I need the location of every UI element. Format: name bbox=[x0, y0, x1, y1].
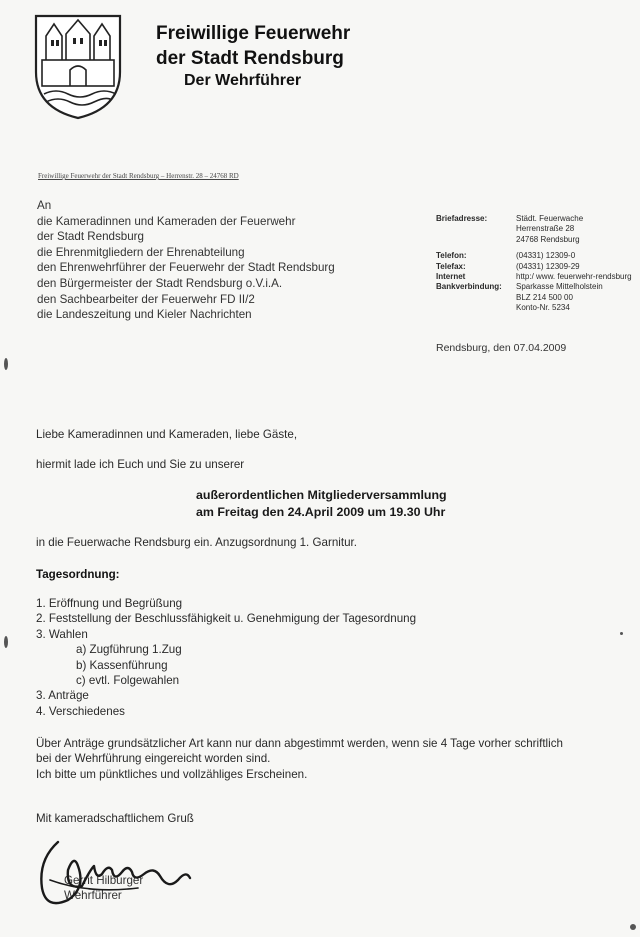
closing-greeting: Mit kameradschaftlichem Gruß bbox=[36, 812, 194, 825]
agenda-item: 4. Verschiedenes bbox=[36, 704, 125, 718]
phone-value: (04331) 12309-0 bbox=[516, 251, 576, 261]
fax-value: (04331) 12309-29 bbox=[516, 261, 580, 271]
contact-info-block bbox=[436, 214, 632, 314]
recipient-line: der Stadt Rendsburg bbox=[37, 230, 144, 244]
bank-line: BLZ 214 500 00 bbox=[516, 292, 573, 302]
intro-text: hiermit lade ich Euch und Sie zu unserer bbox=[36, 458, 245, 471]
agenda-item: 3. Wahlen bbox=[36, 627, 88, 641]
notice-block bbox=[36, 736, 563, 782]
agenda-title: Tagesordnung: bbox=[36, 568, 120, 581]
bank-line: Konto-Nr. 5234 bbox=[516, 303, 570, 313]
agenda-subitem: b) Kassenführung bbox=[76, 658, 168, 672]
location-line: in die Feuerwache Rendsburg ein. Anzugsordnung 1. Garnitur. bbox=[36, 536, 357, 549]
recipient-line: den Bürgermeister der Stadt Rendsburg o.V.i.A. bbox=[37, 276, 283, 290]
address-label: Briefadresse: bbox=[436, 214, 488, 223]
letterhead-title: Freiwillige Feuerwehr bbox=[156, 23, 351, 44]
agenda-item: 1. Eröffnung und Begrüßung bbox=[36, 597, 183, 610]
salutation: Liebe Kameradinnen und Kameraden, liebe Gäste, bbox=[36, 428, 298, 441]
scan-mark bbox=[4, 636, 8, 648]
recipient-line: den Ehrenwehrführer der Feuerwehr der Stadt Rendsburg bbox=[37, 261, 335, 275]
notice-line: Ich bitte um pünktliches und vollzähliges Erscheinen. bbox=[36, 767, 308, 781]
signer-name: Gerrit Hilburger bbox=[64, 874, 144, 887]
event-date: am Freitag den 24.April 2009 um 19.30 Uhr bbox=[196, 505, 446, 519]
letterhead-role: Der Wehrführer bbox=[184, 72, 302, 89]
bank-line: Sparkasse Mittelholstein bbox=[516, 282, 603, 292]
recipient-line: die Kameradinnen und Kameraden der Feuerwehr bbox=[37, 214, 296, 228]
bank-label: Bankverbindung: bbox=[436, 282, 502, 292]
event-title: außerordentlichen Mitgliederversammlung bbox=[196, 488, 447, 502]
notice-line: Über Anträge grundsätzlicher Art kann nur dann abgestimmt werden, wenn sie 4 Tage vorher schriftlich bbox=[36, 737, 563, 750]
agenda-subitem: a) Zugführung 1.Zug bbox=[76, 643, 182, 657]
address-line: Städt. Feuerwache bbox=[516, 214, 584, 223]
agenda-item: 3. Anträge bbox=[36, 689, 89, 703]
scan-mark bbox=[630, 924, 636, 930]
date-line: Rendsburg, den 07.04.2009 bbox=[436, 342, 567, 354]
letterhead-subtitle: der Stadt Rendsburg bbox=[156, 48, 344, 69]
agenda-list bbox=[36, 596, 416, 719]
sender-return-address: Freiwillige Feuerwehr der Stadt Rendsburg – Herrenstr. 28 – 24768 RD bbox=[38, 172, 239, 180]
address-line: Herrenstraße 28 bbox=[516, 224, 575, 234]
recipient-line: die Landeszeitung und Kieler Nachrichten bbox=[37, 308, 252, 322]
recipient-line: den Sachbearbeiter der Feuerwehr FD II/2 bbox=[37, 292, 255, 306]
web-label: Internet bbox=[436, 272, 466, 282]
scan-mark bbox=[620, 632, 623, 635]
recipient-line: die Ehrenmitgliedern der Ehrenabteilung bbox=[37, 245, 245, 259]
fax-label: Telefax: bbox=[436, 261, 466, 271]
city-crest-logo bbox=[32, 12, 124, 120]
scan-mark bbox=[4, 358, 8, 370]
signer-title: Wehrführer bbox=[64, 889, 122, 902]
notice-line: bei der Wehrführung eingereicht worden sind. bbox=[36, 752, 271, 766]
agenda-item: 2. Feststellung der Beschlussfähigkeit u. Genehmigung der Tagesordnung bbox=[36, 612, 417, 626]
handwritten-signature bbox=[28, 830, 208, 920]
recipient-line: An bbox=[37, 199, 52, 212]
agenda-subitem: c) evtl. Folgewahlen bbox=[76, 674, 180, 688]
recipient-block bbox=[37, 198, 335, 323]
phone-label: Telefon: bbox=[436, 251, 467, 261]
address-line: 24768 Rendsburg bbox=[516, 234, 580, 244]
web-value: http:/ www. feuerwehr-rendsburg bbox=[516, 272, 632, 282]
